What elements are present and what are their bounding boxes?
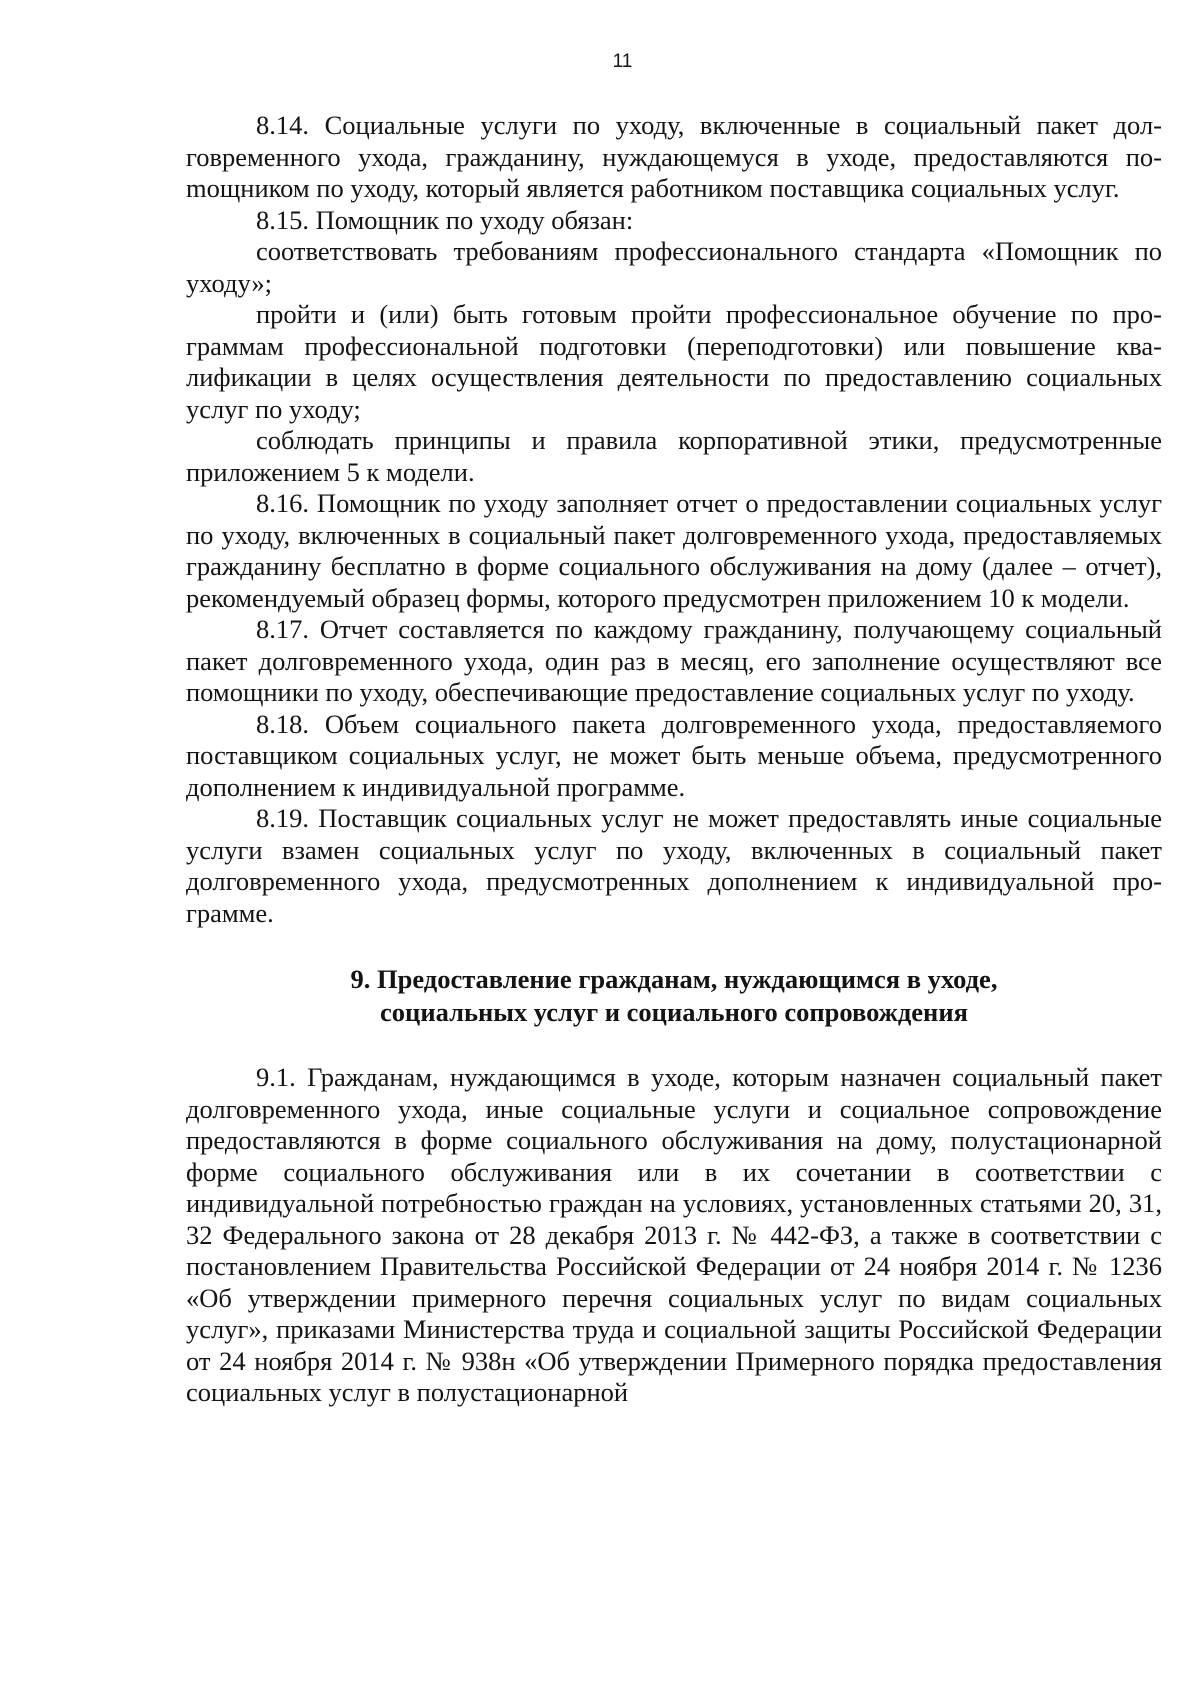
page-number: 11 bbox=[612, 51, 633, 72]
paragraph-8-15-item-2: пройти и (или) быть готовым пройти профессиональное обучение по программам профессиональной подготовки (переподготовки) или повышение квалификации в целях осуществления деятельности по предоставлению социальных услуг по уходу; bbox=[186, 299, 1162, 424]
paragraph-8-16: 8.16. Помощник по уходу заполняет отчет о предоставлении социальных услуг по уходу, включенных в социальный пакет долговременного ухода, предоставляемых гражданину бесплатно в форме социального обслуживания на дому (далее – отчет), рекомендуемый образец формы, которого предусмотрен приложением 10 к модели. bbox=[186, 488, 1162, 613]
paragraph-8-15: 8.15. Помощник по уходу обязан: bbox=[256, 204, 634, 235]
section-heading-line-1: 9. Предоставление гражданам, нуждающимся в уходе, bbox=[350, 964, 998, 994]
paragraph-8-15-item-1: соответствовать требованиям профессионального стандарта «Помощник по уходу»; bbox=[186, 236, 1162, 298]
document-body bbox=[186, 110, 1162, 1409]
paragraph-8-19: 8.19. Поставщик социальных услуг не может предоставлять иные социальные услуги взамен социальных услуг по уходу, включенных в социальный пакет долговременного ухода, предусмотренных дополнением к индивидуальной программе. bbox=[186, 803, 1162, 928]
section-heading-line-2: социальных услуг и социального сопровождения bbox=[380, 997, 968, 1027]
section-heading-9 bbox=[186, 963, 1162, 1029]
paragraph-8-14: 8.14. Социальные услуги по уходу, включенные в социальный пакет долговременного ухода, гражданину, нуждающемуся в уходе, предоставляются поmощником по уходу, который является работником поставщика социальных услуг. bbox=[186, 110, 1162, 203]
paragraph-8-17: 8.17. Отчет составляется по каждому гражданину, получающему социальный пакет долговременного ухода, один раз в месяц, его заполнение осуществляют все помощники по уходу, обеспечивающие предоставление социальных услуг по уходу. bbox=[186, 614, 1162, 707]
paragraph-9-1: 9.1. Гражданам, нуждающимся в уходе, которым назначен социальный пакет долговременного ухода, иные социальные услуги и социальное сопровождение предоставляются в форме социального обслуживания на дому, полустационарной форме социального обслуживания или в их сочетании в соответствии с индивидуальной потребностью граждан на условиях, установленных статьями 20, 31, 32 Федерального закона от 28 декабря 2013 г. № 442-ФЗ, а также в соответствии с постановлением Правительства Российской Федерации от 24 ноября 2014 г. № 1236 «Об утверждении примерного перечня социальных услуг по видам социальных услуг», приказами Министерства труда и социальной защиты Российской Федерации от 24 ноября 2014 г. № 938н «Об утверждении Примерного порядка предоставления социальных услуг в полустационарной bbox=[186, 1062, 1162, 1407]
paragraph-8-15-item-3: соблюдать принципы и правила корпоративной этики, предусмотренные приложением 5 к модели. bbox=[186, 425, 1162, 487]
paragraph-8-18: 8.18. Объем социального пакета долговременного ухода, предоставляемого поставщиком социальных услуг, не может быть меньше объема, предусмотренного дополнением к индивидуальной программе. bbox=[186, 708, 1162, 802]
